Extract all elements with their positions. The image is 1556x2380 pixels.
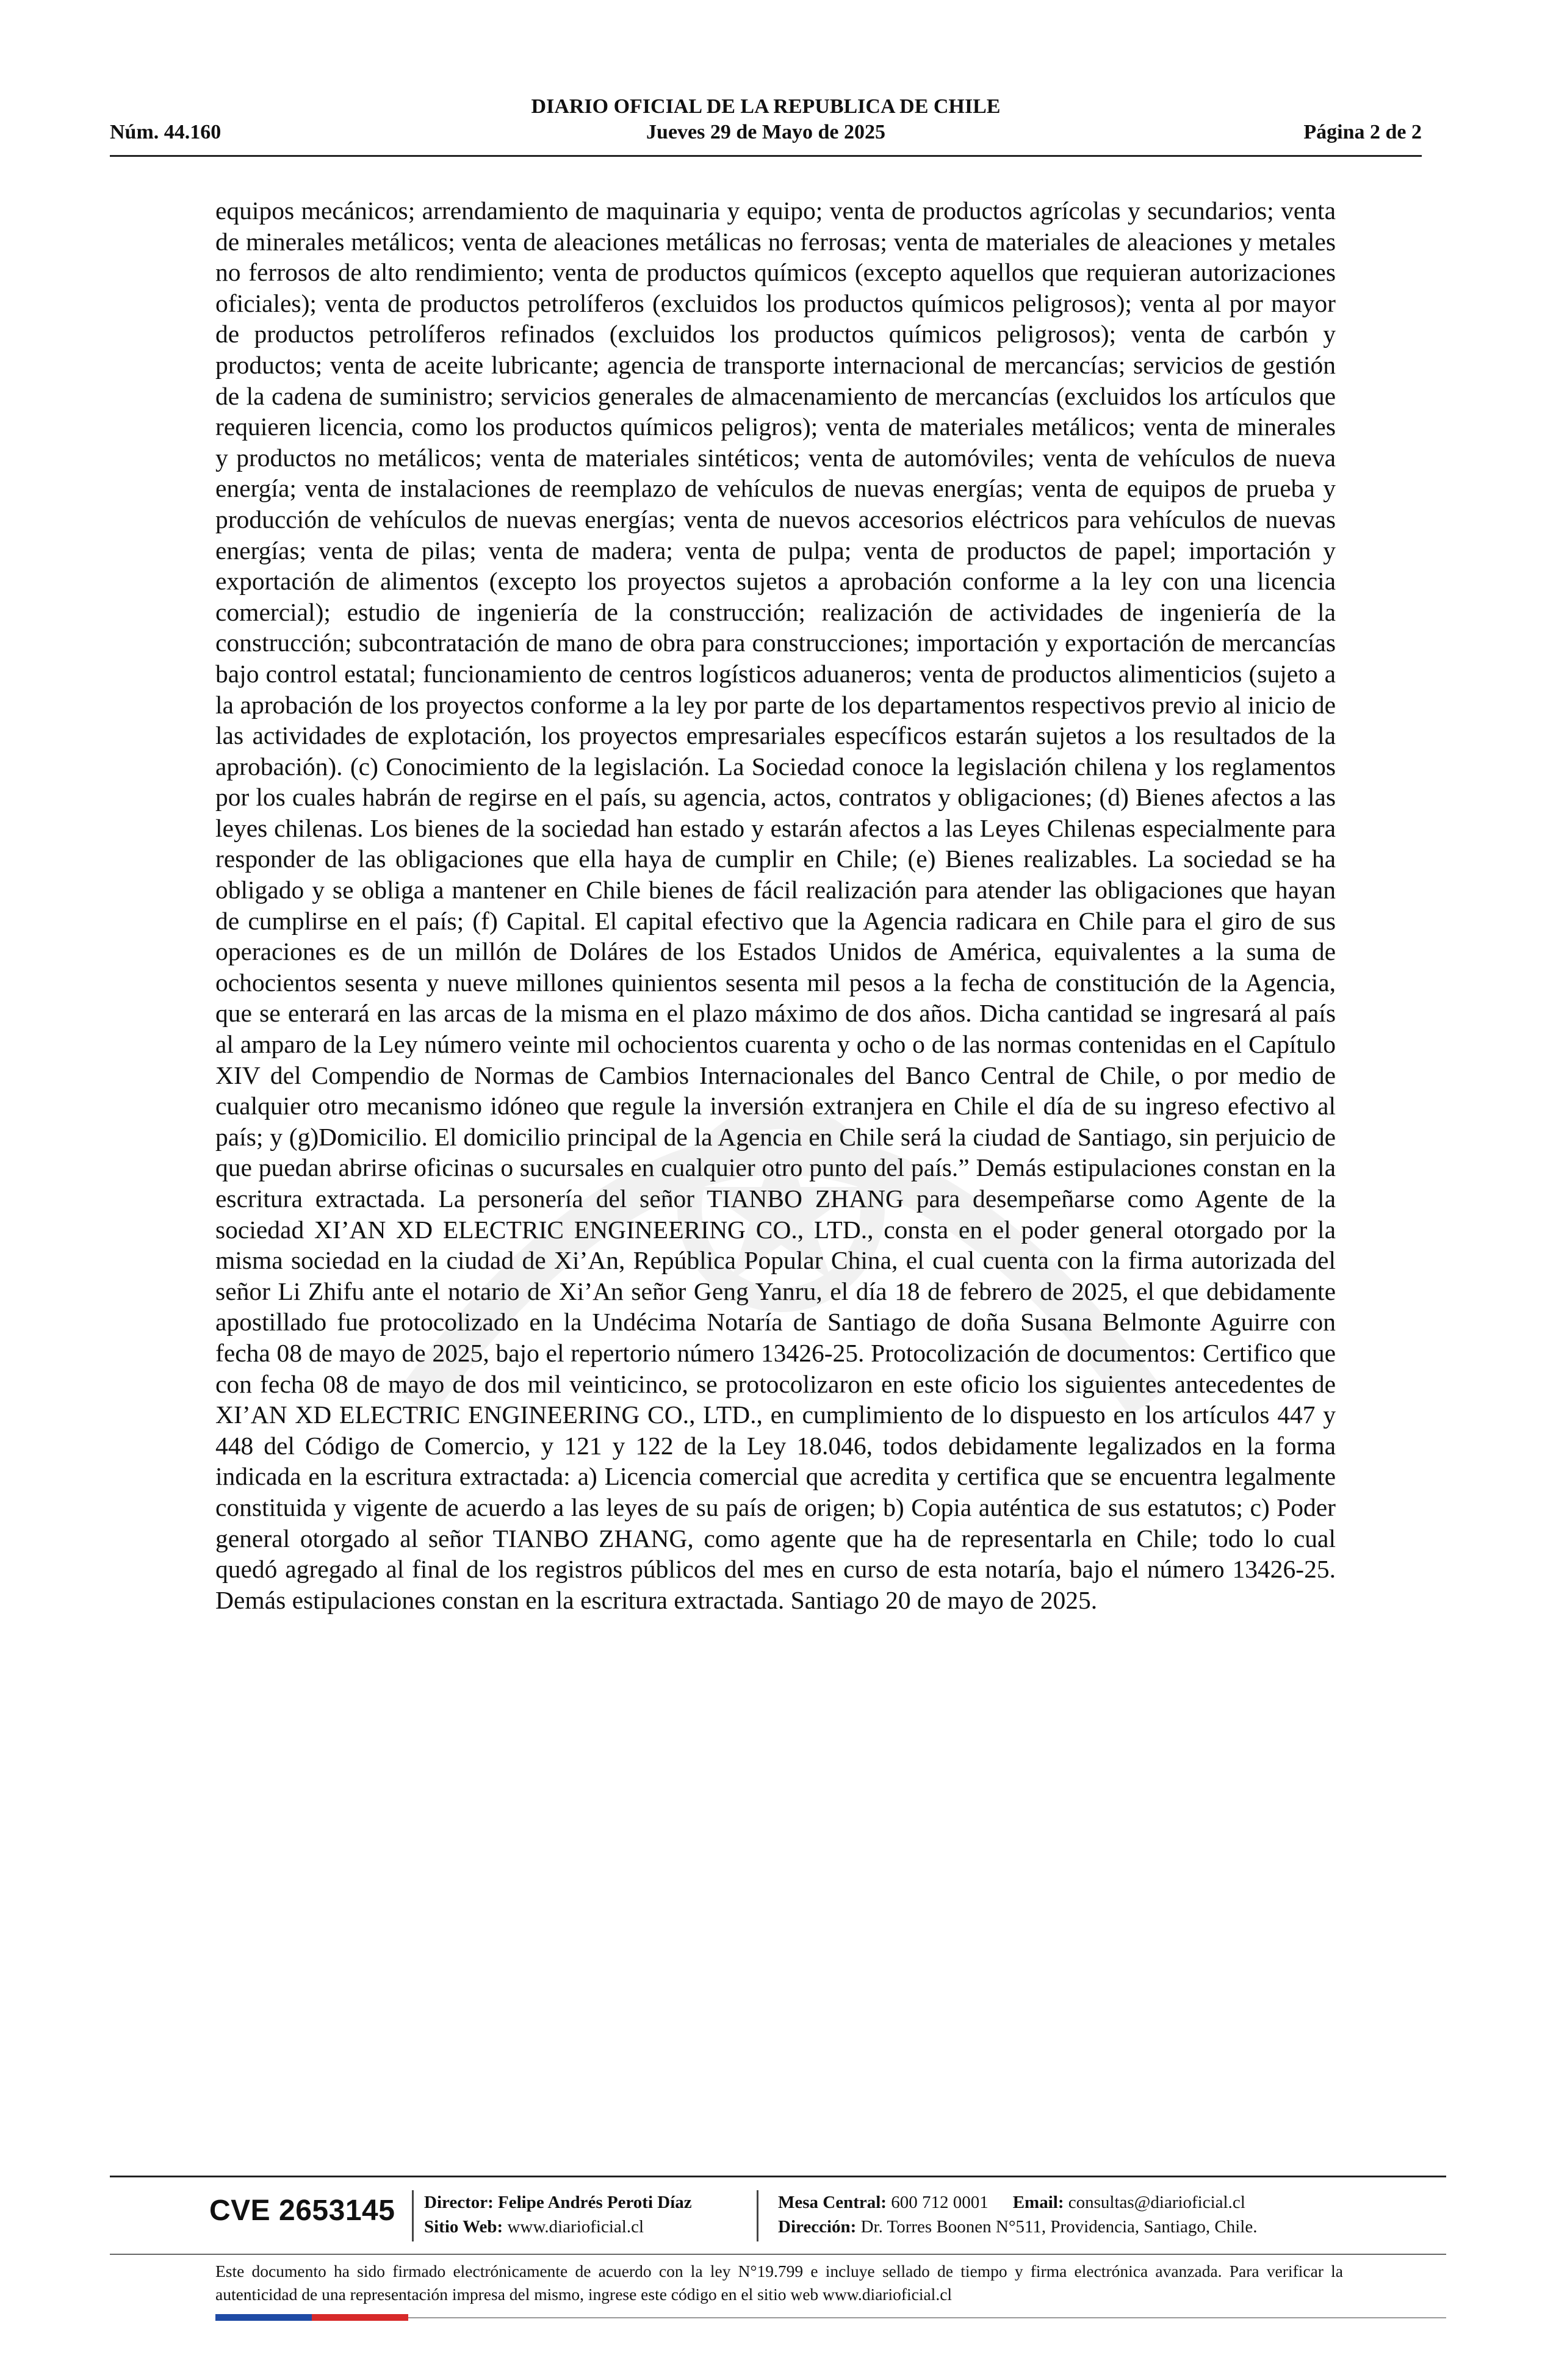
publication-title: DIARIO OFICIAL DE LA REPUBLICA DE CHILE bbox=[531, 95, 1001, 118]
electronic-signature-notice: Este documento ha sido firmado electrónicamente de acuerdo con la ley N°19.799 e incluye sellado de tiempo y firma electrónica avanzada. Para verificar la autenticidad de una representación impresa del mismo, ingrese este código en el sitio web www.diarioficial.cl bbox=[215, 2262, 1343, 2304]
footer-director-block bbox=[424, 2190, 692, 2239]
article-body: equipos mecánicos; arrendamiento de maquinaria y equipo; venta de productos agrícolas y secundarios; venta de minerales metálicos; venta de aleaciones metálicas no ferrosas; venta de materiales de aleaciones y metales no ferrosos de alto rendimiento; venta de productos químicos (excepto aquellos que requieran autorizaciones oficiales); venta de productos petrolíferos (excluidos los productos químicos peligrosos); venta al por mayor de productos petrolíferos refinados (excluidos los productos químicos peligrosos); venta de carbón y productos; venta de aceite lubricante; agencia de transporte internacional de mercancías; servicios de gestión de la cadena de suministro; servicios generales de almacenamiento de mercancías (excluidos los artículos que requieren licencia, como los productos químicos peligros); venta de materiales metálicos; venta de minerales y productos no metálicos; venta de materiales sintéticos; venta de automóviles; venta de vehículos de nueva energía; venta de instalaciones de reemplazo de vehículos de nuevas energías; venta de equipos de prueba y producción de vehículos de nuevas energías; venta de nuevos accesorios eléctricos para vehículos de nuevas energías; venta de pilas; venta de madera; venta de pulpa; venta de productos de papel; importación y exportación de alimentos (excepto los proyectos sujetos a aprobación conforme a la ley con una licencia comercial); estudio de ingeniería de la construcción; realización de actividades de ingeniería de la construcción; subcontratación de mano de obra para construcciones; importación y exportación de mercancías bajo control estatal; funcionamiento de centros logísticos aduaneros; venta de productos alimenticios (sujeto a la aprobación de los proyectos conforme a la ley por parte de los departamentos respectivos previo al inicio de las actividades de explotación, los proyectos empresariales específicos estarán sujetos a los resultados de la aprobación). (c) Conocimiento de la legislación. La Sociedad conoce la legislación chilena y los reglamentos por los cuales habrán de regirse en el país, su agencia, actos, contratos y obligaciones; (d) Bienes afectos a las leyes chilenas. Los bienes de la sociedad han estado y estarán afectos a las Leyes Chilenas especialmente para responder de las obligaciones que ella haya de cumplir en Chile; (e) Bienes realizables. La sociedad se ha obligado y se obliga a mantener en Chile bienes de fácil realización para atender las obligaciones que hayan de cumplirse en el país; (f) Capital. El capital efectivo que la Agencia radicara en Chile para el giro de sus operaciones es de un millón de Doláres de los Estados Unidos de América, equivalentes a la suma de ochocientos sesenta y nueve millones quinientos sesenta mil pesos a la fecha de constitución de la Agencia, que se enterará en las arcas de la misma en el plazo máximo de dos años. Dicha cantidad se ingresará al país al amparo de la Ley número veinte mil ochocientos cuarenta y ocho o de las normas contenidas en el Capítulo XIV del Compendio de Normas de Cambios Internacionales del Banco Central de Chile, o por medio de cualquier otro mecanismo idóneo que regule la inversión extranjera en Chile el día de su ingreso efectivo al país; y (g)Domicilio. El domicilio principal de la Agencia en Chile será la ciudad de Santiago, sin perjuicio de que puedan abrirse oficinas o sucursales en cualquier otro punto del país.” Demás estipulaciones constan en la escritura extractada. La personería del señor TIANBO ZHANG para desempeñarse como Agente de la sociedad XI’AN XD ELECTRIC ENGINEERING CO., LTD., consta en el poder general otorgado por la misma sociedad en la ciudad de Xi’An, República Popular China, el cual cuenta con la firma autorizada del señor Li Zhifu ante el notario de Xi’An señor Geng Yanru, el día 18 de febrero de 2025, el que debidamente apostillado fue protocolizado en la Undécima Notaría de Santiago de doña Susana Belmonte Aguirre con fecha 08 de mayo de 2025, bajo el repertorio número 13426-25. Protocolización de documentos: Certifico que con fecha 08 de mayo de dos mil veinticinco, se protocolizaron en este oficio los siguientes antecedentes de XI’AN XD ELECTRIC ENGINEERING CO., LTD., en cumplimiento de lo dispuesto en los artículos 447 y 448 del Código de Comercio, y 121 y 122 de la Ley 18.046, todos debidamente legalizados en la forma indicada en la escritura extractada: a) Licencia comercial que acredita y certifica que se encuentra legalmente constituida y vigente de acuerdo a las leyes de su país de origen; b) Copia auténtica de sus estatutos; c) Poder general otorgado al señor TIANBO ZHANG, como agente que ha de representarla en Chile; todo lo cual quedó agregado al final de los registros públicos del mes en curso de esta notaría, bajo el número 13426-25. Demás estipulaciones constan en la escritura extractada. Santiago 20 de mayo de 2025. bbox=[215, 197, 1336, 1614]
footer-separator bbox=[412, 2190, 414, 2241]
website-link[interactable]: www.diarioficial.cl bbox=[507, 2217, 644, 2237]
footer-separator bbox=[757, 2190, 758, 2241]
email-link[interactable]: consultas@diarioficial.cl bbox=[1068, 2193, 1245, 2212]
flag-blue-segment bbox=[215, 2314, 312, 2321]
issue-number: Núm. 44.160 bbox=[110, 121, 222, 143]
email-label: Email: bbox=[1012, 2193, 1064, 2212]
phone-label: Mesa Central: bbox=[778, 2193, 887, 2212]
footer-divider-bottom bbox=[408, 2317, 1446, 2318]
chilean-flag-bar bbox=[215, 2314, 408, 2321]
flag-red-segment bbox=[312, 2314, 408, 2321]
footer-divider-top bbox=[110, 2176, 1446, 2177]
director-label: Director: Felipe Andrés Peroti Díaz bbox=[424, 2193, 692, 2212]
footer-divider-middle bbox=[110, 2254, 1446, 2255]
footer-contact-block bbox=[778, 2190, 1257, 2239]
address-text: Dr. Torres Boonen N°511, Providencia, Santiago, Chile. bbox=[860, 2217, 1258, 2237]
page-footer bbox=[110, 2176, 1446, 2328]
issue-date: Jueves 29 de Mayo de 2025 bbox=[646, 121, 885, 143]
header-divider bbox=[110, 155, 1422, 157]
phone-number: 600 712 0001 bbox=[891, 2193, 989, 2212]
website-label: Sitio Web: bbox=[424, 2217, 503, 2237]
page-header bbox=[110, 92, 1422, 159]
page-number: Página 2 de 2 bbox=[1303, 121, 1422, 143]
cve-code: CVE 2653145 bbox=[209, 2194, 395, 2227]
address-label: Dirección: bbox=[778, 2217, 857, 2237]
